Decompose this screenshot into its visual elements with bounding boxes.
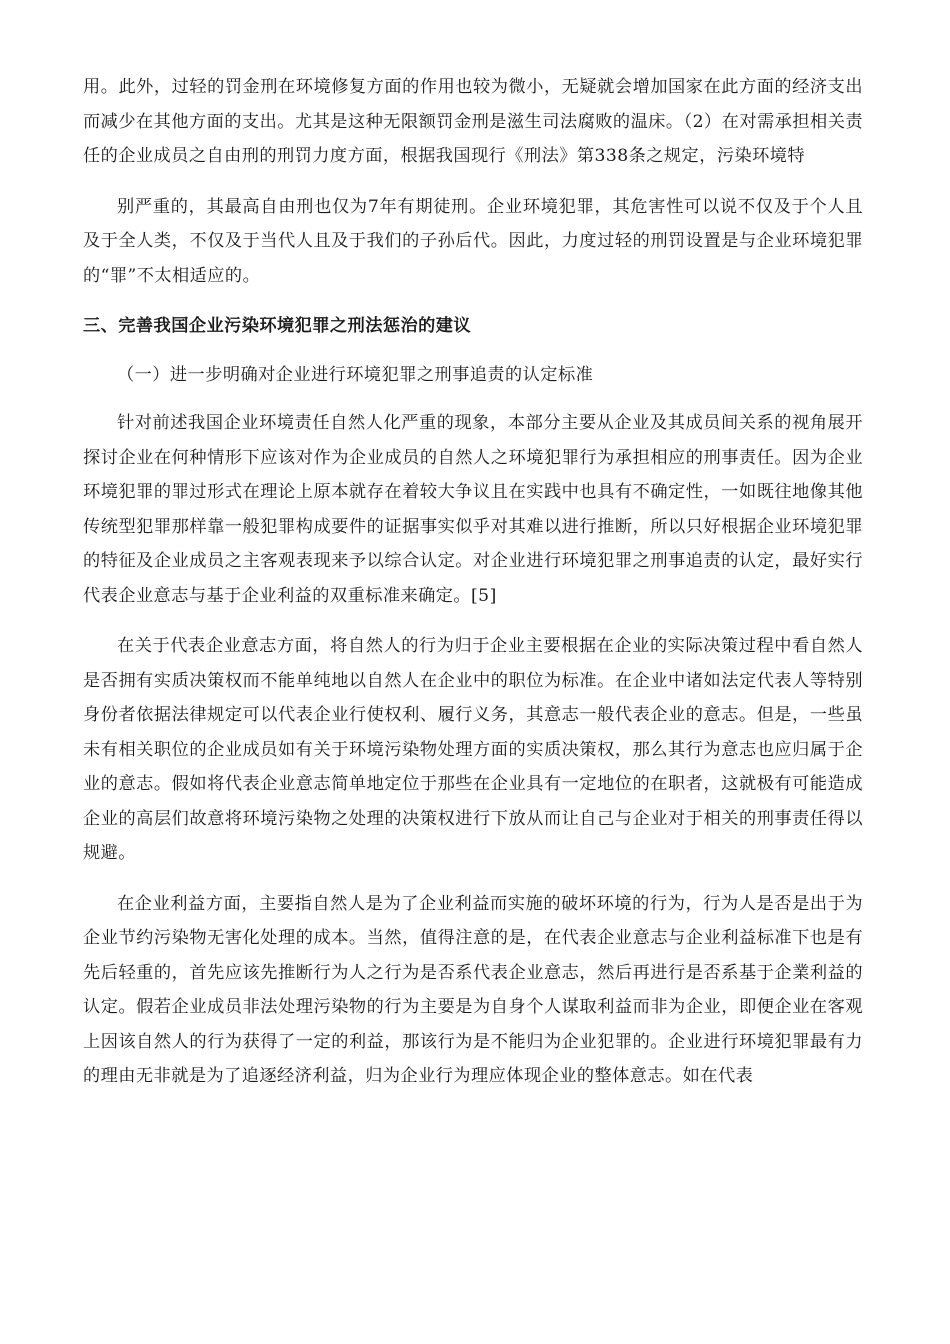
- paragraph-enterprise-will: 在关于代表企业意志方面，将自然人的行为归于企业主要根据在企业的实际决策过程中看自然人是否拥有实质决策权而不能单纯地以自然人在企业中的职位为标准。在企业中诸如法定代表人等特别身份者依据法律规定可以代表企业行使权利、履行义务，其意志一般代表企业的意志。但是，一些虽未有相关职位的企业成员如有关于环境污染物处理方面的实质决策权，那么其行为意志也应归属于企业的意志。假如将代表企业意志简单地定位于那些在企业具有一定地位的在职者，这就极有可能造成企业的高层们故意将环境污染物之处理的决策权进行下放从而让自己与企业对于相关的刑事责任得以规避。: [83, 636, 863, 863]
- paragraph-standard: 针对前述我国企业环境责任自然人化严重的现象，本部分主要从企业及其成员间关系的视角展开探讨企业在何种情形下应该对作为企业成员的自然人之环境犯罪行为承担相应的刑事责任。因为企业环境犯罪的罪过形式在理论上原本就存在着较大争议且在实践中也具有不确定性，一如既往地像其他传统型犯罪那样靠一般犯罪构成要件的证据事实似乎对其难以进行推断，所以只好根据企业环境犯罪的特征及企业成员之主客观表现来予以综合认定。对企业进行环境犯罪之刑事追责的认定，最好实行代表企业意志与基于企业利益的双重标准来确定。[5]: [83, 413, 863, 606]
- document-page: [83, 70, 863, 1094]
- section-heading-three: 三、完善我国企业污染环境犯罪之刑法惩治的建议: [83, 316, 472, 336]
- paragraph-severity: 别严重的，其最高自由刑也仅为7年有期徒刑。企业环境犯罪，其危害性可以说不仅及于个人且及于全人类，不仅及于当代人且及于我们的子孙后代。因此，力度过轻的刑罚设置是与企业环境犯罪的“罪”不太相适应的。: [83, 196, 863, 286]
- paragraph-continued: 用。此外，过轻的罚金刑在环境修复方面的作用也较为微小，无疑就会增加国家在此方面的经济支出而减少在其他方面的支出。尤其是这种无限额罚金刑是滋生司法腐败的温床。（2）在对需承担相关责任的企业成员之自由刑的刑罚力度方面，根据我国现行《刑法》第338条之规定，污染环境特: [83, 77, 863, 166]
- paragraph-enterprise-interest: 在企业利益方面，主要指自然人是为了企业利益而实施的破坏环境的行为，行为人是否是出于为企业节约污染物无害化处理的成本。当然，值得注意的是，在代表企业意志与企业利益标准下也是有先后轻重的，首先应该先推断行为人之行为是否系代表企业意志，然后再进行是否系基于企業利益的认定。假若企业成员非法处理污染物的行为主要是为自身个人谋取利益而非为企业，即便企业在客观上因该自然人的行为获得了一定的利益，那该行为是不能归为企业犯罪的。企业进行环境犯罪最有力的理由无非就是为了追逐经济利益，归为企业行为理应体现企业的整体意志。如在代表: [83, 893, 863, 1086]
- subsection-heading-one: （一）进一步明确对企业进行环境犯罪之刑事追责的认定标准: [117, 364, 594, 385]
